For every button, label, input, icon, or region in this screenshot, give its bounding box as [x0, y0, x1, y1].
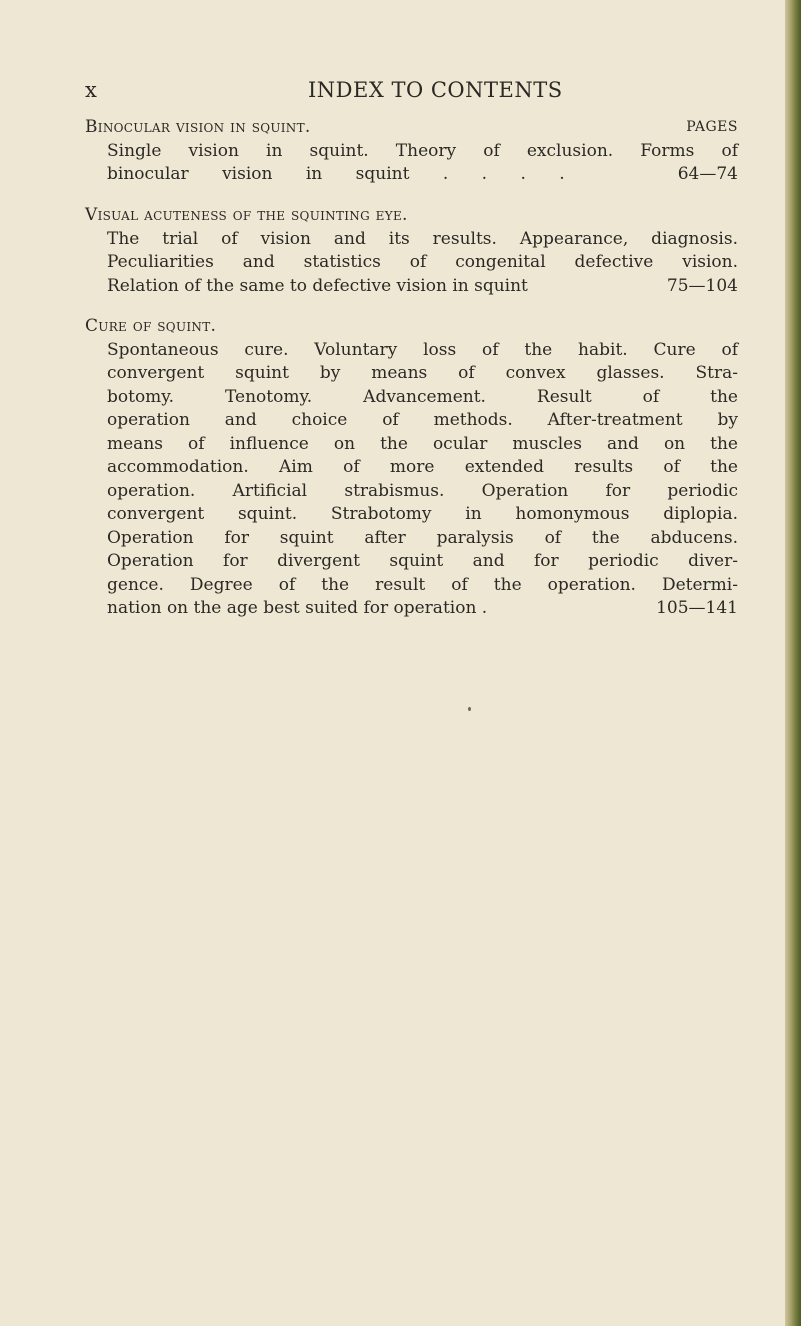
entry-line: operation and choice of methods. After-treatment by: [107, 410, 738, 430]
entry-line-last: [85, 275, 738, 299]
entry-line-text: Relation of the same to defective vision in squint: [107, 275, 528, 296]
entry-heading: Visual acuteness of the squinting eye.: [85, 205, 408, 225]
pages-column-label: PAGES: [686, 119, 738, 135]
entry-line-last: [85, 163, 738, 187]
entry-heading: Binocular vision in squint.: [85, 117, 311, 137]
page-range: 105—141: [656, 598, 738, 618]
entry-line: Operation for squint after paralysis of the abducens.: [107, 527, 738, 548]
entry-line: botomy. Tenotomy. Advancement. Result of the: [107, 386, 738, 407]
entry-line: gence. Degree of the result of the operation. Determi-: [107, 574, 738, 595]
entry-heading: Cure of squint.: [85, 316, 217, 336]
entry-line-text: binocular vision in squint . . . .: [107, 164, 565, 184]
running-head-title: INDEX TO CONTENTS: [308, 78, 563, 102]
page-edge-binding: [785, 0, 801, 1326]
entry-line: Spontaneous cure. Voluntary loss of the habit. Cure of: [107, 339, 738, 360]
entry-line: means of influence on the ocular muscles and on the: [107, 433, 738, 454]
entry-line: The trial of vision and its results. Appearance, diagnosis.: [107, 228, 738, 249]
entry-line: operation. Artificial strabismus. Operation for periodic: [107, 480, 738, 501]
paper-speck: [468, 707, 471, 711]
page-folio: x: [85, 78, 98, 102]
index-entry-cure-of-squint: [85, 315, 738, 621]
page-range: 75—104: [666, 275, 738, 296]
entry-line: Single vision in squint. Theory of exclusion. Forms of: [107, 140, 738, 161]
index-entry-visual-acuteness: [85, 204, 738, 298]
entry-line: Operation for divergent squint and for periodic diver-: [107, 551, 738, 571]
index-entry-binocular-vision: [85, 116, 738, 187]
page-range: 64—74: [677, 164, 738, 184]
entry-line: convergent squint by means of convex glasses. Stra-: [107, 363, 738, 383]
entry-line-text: nation on the age best suited for operation .: [107, 598, 488, 618]
entry-line: Peculiarities and statistics of congenital defective vision.: [107, 252, 738, 272]
entry-line: accommodation. Aim of more extended results of the: [107, 457, 738, 477]
entry-line: convergent squint. Strabotomy in homonymous diplopia.: [107, 504, 738, 524]
running-head: [85, 78, 738, 104]
entry-line-last: [85, 597, 738, 621]
